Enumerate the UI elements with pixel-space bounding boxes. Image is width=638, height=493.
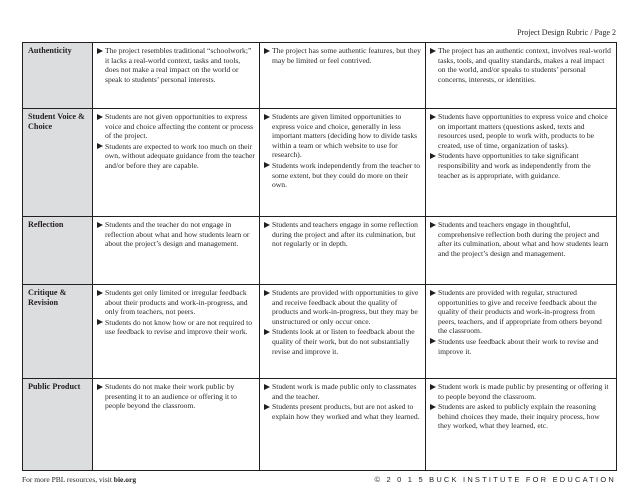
bullet-text: Students are provided with regular, structured opportunities to give and receive feedback about the quality of their products and work-in-progress from peers, teachers, and if appropriate from others beyond the classroom. (430, 288, 612, 336)
bullet-text: Students do not make their work public by presenting it to an audience or offering it to people beyond the classroom. (97, 382, 255, 411)
bullet-text: Students use feedback about their work to revise and improve it. (430, 337, 612, 356)
rubric-cell (93, 109, 260, 217)
rubric-cell (426, 109, 617, 217)
bullet-text: The project resembles traditional “schoolwork;” it lacks a real-world context, tasks and tools, does not make a real impact on the world or speak to students’ personal interests. (97, 46, 255, 84)
bullet-text: Students look at or listen to feedback about the quality of their work, but do not substantially revise and improve it. (264, 327, 421, 356)
bullet-text: Students have opportunities to take significant responsibility and work as independently from the teacher as is appropriate, with guidance. (430, 151, 612, 180)
rubric-cell (93, 217, 260, 285)
footer-link[interactable]: bie.org (113, 475, 137, 484)
rubric-cell (260, 379, 426, 471)
bullet-text: The project has an authentic context, involves real-world tasks, tools, and quality standards, makes a real impact on the world, and/or speaks to students’ personal concerns, interests, or identities. (430, 46, 612, 84)
rubric-row-critique-revision (23, 285, 617, 379)
rubric-cell (426, 285, 617, 379)
bullet-text: Students and teachers engage in thoughtful, comprehensive reflection both during the project and after its culmination, about what and how students learn and the project’s design and management. (430, 220, 612, 258)
bullet-text: Students are given limited opportunities to express voice and choice, generally in less important matters (deciding how to divide tasks within a team or which website to use for research). (264, 112, 421, 160)
bullet-text: Students are not given opportunities to express voice and choice affecting the content or process of the project. (97, 112, 255, 141)
rubric-cell (260, 285, 426, 379)
rubric-cell (260, 43, 426, 109)
rubric-row-public-product (23, 379, 617, 471)
criterion-label: Public Product (23, 379, 93, 471)
page-label: Project Design Rubric / Page 2 (517, 28, 616, 37)
footer-copyright: © 2 0 1 5 BUCK INSTITUTE FOR EDUCATION (374, 475, 616, 484)
bullet-text: The project has some authentic features, but they may be limited or feel contrived. (264, 46, 421, 65)
rubric-cell (93, 379, 260, 471)
bullet-text: Students are provided with opportunities to give and receive feedback about the quality of products and work-in-progress, but they may be unstructured or only occur once. (264, 288, 421, 326)
bullet-text: Student work is made public only to classmates and the teacher. (264, 382, 421, 401)
bullet-text: Students do not know how or are not required to use feedback to revise and improve their work. (97, 318, 255, 337)
rubric-cell (93, 43, 260, 109)
rubric-cell (426, 379, 617, 471)
bullet-text: Students have opportunities to express voice and choice on important matters (questions asked, texts and resources used, people to work with, products to be created, use of time, organization of tasks). (430, 112, 612, 150)
footer-resources-text: For more PBL resources, visit (22, 475, 114, 484)
rubric-table (22, 42, 617, 471)
bullet-text: Students are asked to publicly explain the reasoning behind choices they made, their inquiry process, how they worked, what they learned, etc. (430, 402, 612, 431)
criterion-label: Critique & Revision (23, 285, 93, 379)
rubric-cell (426, 43, 617, 109)
rubric-cell (260, 217, 426, 285)
rubric-row-student-voice-choice (23, 109, 617, 217)
footer-resources (22, 475, 136, 484)
bullet-text: Students work independently from the teacher to some extent, but they could do more on their own. (264, 161, 421, 190)
bullet-text: Students get only limited or irregular feedback about their products and work-in-progress, and only from teachers, not peers. (97, 288, 255, 317)
bullet-text: Students and the teacher do not engage in reflection about what and how students learn or about the project’s design and management. (97, 220, 255, 249)
bullet-text: Students and teachers engage in some reflection during the project and after its culmination, but not regularly or in depth. (264, 220, 421, 249)
rubric-cell (426, 217, 617, 285)
bullet-text: Students are expected to work too much on their own, without adequate guidance from the teacher and/or before they are capable. (97, 142, 255, 171)
bullet-text: Students present products, but are not asked to explain how they worked and what they learned. (264, 402, 421, 421)
rubric-cell (260, 109, 426, 217)
criterion-label: Student Voice & Choice (23, 109, 93, 217)
rubric-cell (93, 285, 260, 379)
rubric-row-reflection (23, 217, 617, 285)
criterion-label: Authenticity (23, 43, 93, 109)
bullet-text: Student work is made public by presenting or offering it to people beyond the classroom. (430, 382, 612, 401)
criterion-label: Reflection (23, 217, 93, 285)
rubric-row-authenticity (23, 43, 617, 109)
